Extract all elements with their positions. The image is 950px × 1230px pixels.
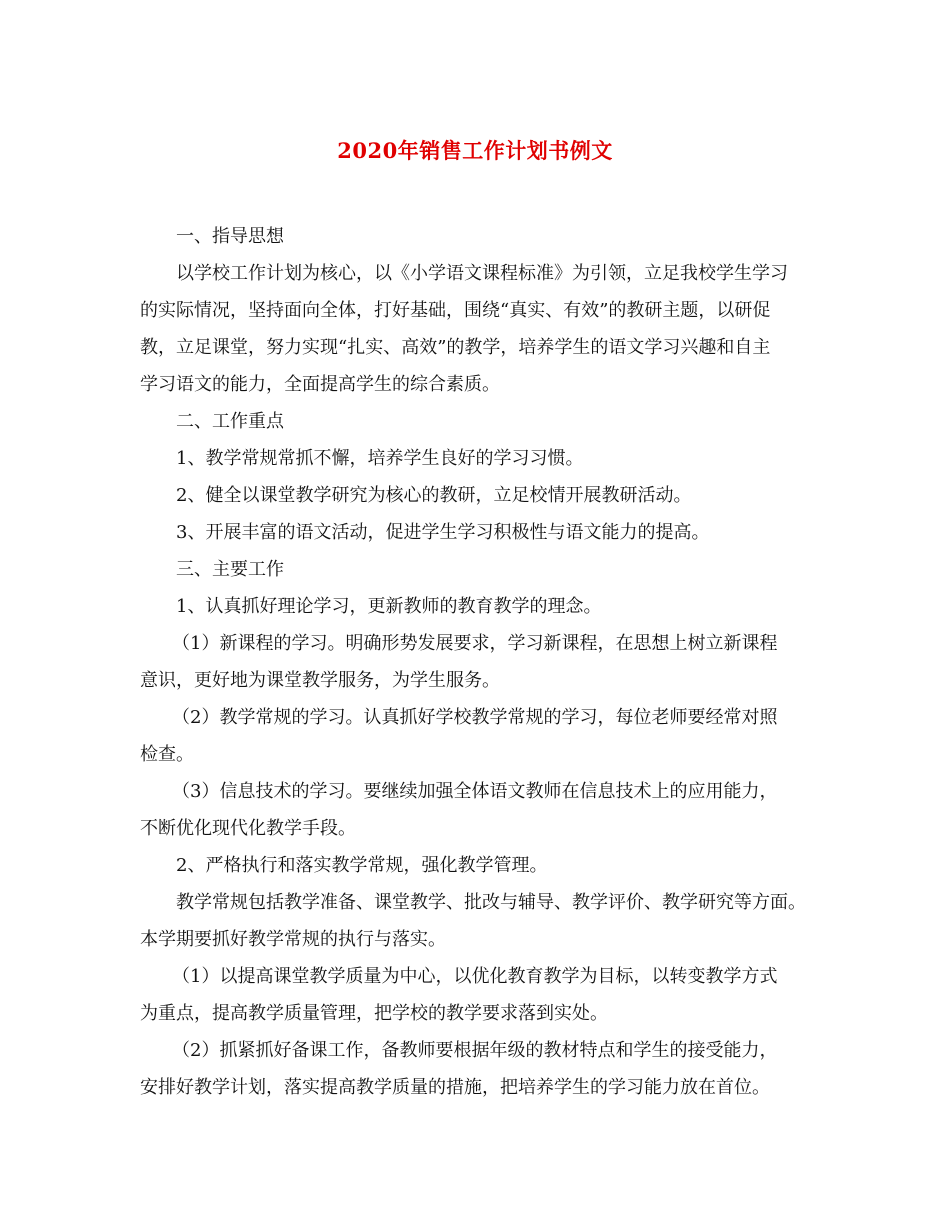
heading-work-focus: 二、工作重点 xyxy=(176,411,284,432)
paragraph-line: 为重点，提高教学质量管理，把学校的教学要求落到实处。 xyxy=(140,1003,608,1024)
paragraph-line: 教学常规包括教学准备、课堂教学、批改与辅导、教学评价、教学研究等方面。 xyxy=(176,892,806,913)
paragraph-line: 检查。 xyxy=(140,744,194,765)
paragraph-line: 意识，更好地为课堂教学服务，为学生服务。 xyxy=(140,670,500,691)
list-item: 3、开展丰富的语文活动，促进学生学习积极性与语文能力的提高。 xyxy=(176,522,710,543)
paragraph-line: 教，立足课堂，努力实现“扎实、高效”的教学，培养学生的语文学习兴趣和自主 xyxy=(140,337,771,358)
document-title: 2020年销售工作计划书例文 xyxy=(337,138,613,163)
paragraph-line: 本学期要抓好教学常规的执行与落实。 xyxy=(140,929,446,950)
paragraph-line: 以学校工作计划为核心，以《小学语文课程标准》为引领，立足我校学生学习 xyxy=(176,263,788,284)
heading-guiding-ideology: 一、指导思想 xyxy=(176,226,284,247)
sub-item: （1）新课程的学习。明确形势发展要求，学习新课程，在思想上树立新课程 xyxy=(172,633,778,654)
heading-main-work: 三、主要工作 xyxy=(176,559,284,580)
list-item: 1、认真抓好理论学习，更新教师的教育教学的理念。 xyxy=(176,596,602,617)
list-item: 1、教学常规常抓不懈，培养学生良好的学习习惯。 xyxy=(176,448,584,469)
paragraph-line: 安排好教学计划，落实提高教学质量的措施，把培养学生的学习能力放在首位。 xyxy=(140,1077,770,1098)
paragraph-line: 学习语文的能力，全面提高学生的综合素质。 xyxy=(140,374,500,395)
sub-item: （3）信息技术的学习。要继续加强全体语文教师在信息技术上的应用能力， xyxy=(172,781,778,802)
sub-item: （2）抓紧抓好备课工作，备教师要根据年级的教材特点和学生的接受能力， xyxy=(172,1040,778,1061)
sub-item: （2）教学常规的学习。认真抓好学校教学常规的学习，每位老师要经常对照 xyxy=(172,707,778,728)
list-item: 2、健全以课堂教学研究为核心的教研，立足校情开展教研活动。 xyxy=(176,485,692,506)
paragraph-line: 不断优化现代化教学手段。 xyxy=(140,818,356,839)
list-item: 2、严格执行和落实教学常规，强化教学管理。 xyxy=(176,855,548,876)
paragraph-line: 的实际情况，坚持面向全体，打好基础，围绕“真实、有效”的教研主题，以研促 xyxy=(140,300,771,321)
sub-item: （1）以提高课堂教学质量为中心，以优化教育教学为目标，以转变教学方式 xyxy=(172,966,778,987)
